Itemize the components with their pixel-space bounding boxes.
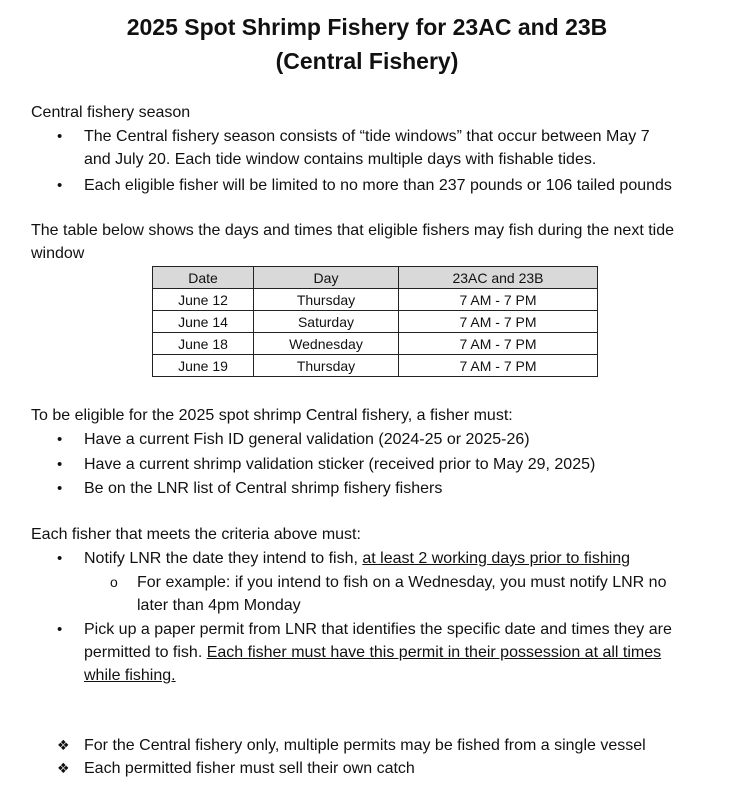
header-areas: 23AC and 23B: [399, 267, 598, 289]
diamond-icon: ❖: [57, 760, 70, 776]
bullet-icon: •: [57, 128, 63, 145]
cell-day: Thursday: [254, 289, 399, 311]
requirements-heading: Each fisher that meets the criteria above must:: [31, 526, 361, 543]
cell-time: 7 AM - 7 PM: [399, 289, 598, 311]
schedule-table: [152, 266, 598, 377]
permit-possession-note: Each fisher must have this permit in their possession at all times: [206, 644, 662, 661]
eligibility-item: Be on the LNR list of Central shrimp fishery fishers: [84, 480, 443, 497]
page-title: [0, 10, 734, 78]
season-bullet-1: The Central fishery season consists of “tide windows” that occur between May 7 and July 20. Each tide window contains multiple days with fishable tides.: [84, 128, 650, 168]
cell-day: Wednesday: [254, 333, 399, 355]
cell-time: 7 AM - 7 PM: [399, 311, 598, 333]
bullet-icon: •: [57, 550, 63, 567]
title-line-2: (Central Fishery): [275, 48, 459, 74]
table-row: [153, 289, 598, 311]
notify-example: For example: if you intend to fish on a Wednesday, you must notify LNR no later than 4pm Monday: [137, 574, 667, 614]
season-bullet-2: Each eligible fisher will be limited to no more than 237 pounds or 106 tailed pounds: [84, 177, 672, 194]
table-row: [153, 333, 598, 355]
cell-date: June 18: [153, 333, 254, 355]
permit-item: Pick up a paper permit from LNR that identifies the specific date and times they are permitted to fish. Each fisher must have this permit in their possession at all times while fishing.: [84, 621, 672, 684]
bullet-icon: •: [57, 621, 63, 638]
bullet-icon: •: [57, 480, 63, 497]
diamond-icon: ❖: [57, 737, 70, 753]
cell-day: Saturday: [254, 311, 399, 333]
eligibility-item: Have a current shrimp validation sticker (received prior to May 29, 2025): [84, 456, 596, 473]
table-row: [153, 311, 598, 333]
sub-bullet-icon: o: [110, 574, 118, 590]
bullet-icon: •: [57, 431, 63, 448]
notify-deadline: at least 2 working days prior to fishing: [362, 550, 631, 567]
eligibility-item: Have a current Fish ID general validation (2024-25 or 2025-26): [84, 431, 530, 448]
cell-date: June 19: [153, 355, 254, 377]
cell-day: Thursday: [254, 355, 399, 377]
cell-time: 7 AM - 7 PM: [399, 333, 598, 355]
note-item: Each permitted fisher must sell their own catch: [84, 760, 415, 777]
cell-date: June 12: [153, 289, 254, 311]
bullet-icon: •: [57, 177, 63, 194]
bullet-icon: •: [57, 456, 63, 473]
cell-date: June 14: [153, 311, 254, 333]
table-intro: The table below shows the days and times that eligible fishers may fish during the next tide window: [31, 222, 675, 262]
note-item: For the Central fishery only, multiple permits may be fished from a single vessel: [84, 737, 646, 754]
header-date: Date: [153, 267, 254, 289]
table-header-row: [153, 267, 598, 289]
table-row: [153, 355, 598, 377]
title-line-1: 2025 Spot Shrimp Fishery for 23AC and 23B: [126, 14, 608, 40]
season-heading: Central fishery season: [31, 104, 191, 121]
header-day: Day: [254, 267, 399, 289]
cell-time: 7 AM - 7 PM: [399, 355, 598, 377]
notify-item: Notify LNR the date they intend to fish, at least 2 working days prior to fishing: [84, 550, 631, 567]
eligibility-heading: To be eligible for the 2025 spot shrimp Central fishery, a fisher must:: [31, 407, 513, 424]
